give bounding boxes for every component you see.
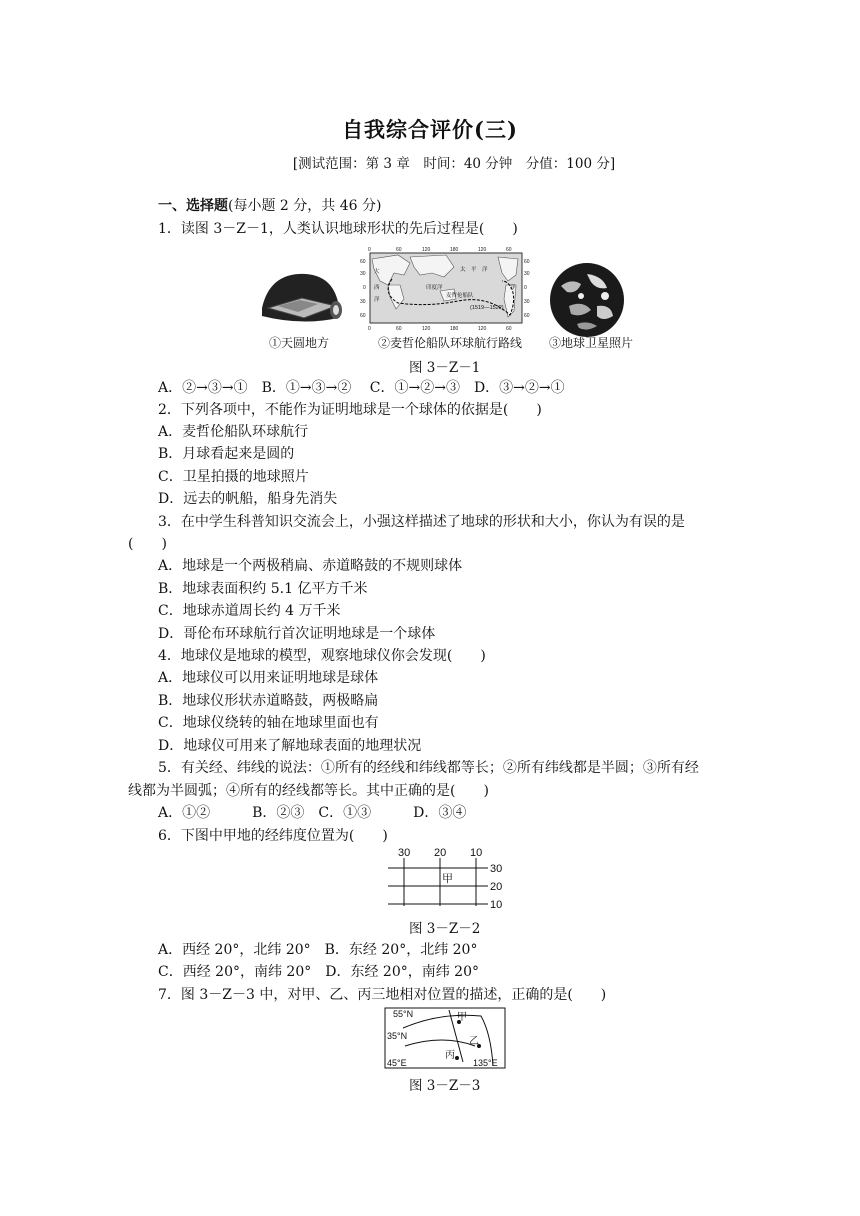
img2-label: ②麦哲伦船队环球航行路线 — [378, 336, 523, 350]
point-bing: 丙 — [445, 1050, 455, 1061]
lat-label: 10 — [490, 899, 503, 911]
map-tick-top: 180 — [450, 247, 459, 253]
q2-stem: 2．下列各项中，不能作为证明地球是一个球体的依据是( ) — [158, 402, 542, 418]
map-tick-top: 120 — [422, 247, 431, 253]
map-tick-left: 30 — [360, 299, 366, 305]
lon-label-right: 135°E — [473, 1058, 498, 1068]
map-tick-top: 60 — [396, 247, 402, 253]
tianyuan-difang-image — [258, 268, 346, 330]
lon-label-left: 45°E — [387, 1058, 407, 1068]
map-label-route: 麦哲伦船队 — [446, 293, 474, 299]
latlon-grid-figure — [384, 846, 508, 914]
lon-label: 20 — [434, 847, 447, 859]
lon-label: 10 — [470, 847, 483, 859]
map-tick-right: 30 — [524, 271, 530, 277]
magellan-route-map — [358, 245, 534, 331]
q5-stem: 5．有关经、纬线的说法：①所有的经线和纬线都等长；②所有纬线都是半圆；③所有经 — [158, 760, 699, 776]
section-heading — [158, 196, 381, 216]
q7-stem: 7．图 3－Z－3 中，对甲、乙、丙三地相对位置的描述，正确的是( ) — [158, 987, 607, 1003]
q6-options-ab: A．西经 20°，北纬 20° B．东经 20°，北纬 20° — [158, 942, 478, 958]
q1-stem: 1．读图 3－Z－1，人类认识地球形状的先后过程是( ) — [158, 221, 518, 237]
lat-label-mid: 35°N — [387, 1031, 408, 1041]
map-tick-top: 60 — [506, 247, 512, 253]
map-tick-bottom: 60 — [506, 326, 512, 331]
q6-stem: 6．下图中甲地的经纬度位置为( ) — [158, 828, 388, 844]
q4-option-c: C．地球仪绕转的轴在地球里面也有 — [158, 715, 379, 731]
q1-options: A．②→③→① B．①→③→② C．①→②→③ D．③→②→① — [158, 380, 565, 396]
map-tick-bottom: 120 — [478, 326, 487, 331]
map-tick-right: 30 — [524, 299, 530, 305]
q4-stem: 4．地球仪是地球的模型，观察地球仪你会发现( ) — [158, 648, 486, 664]
q5-options: A．①② B．②③ C．①③ D．③④ — [158, 805, 467, 821]
figure-caption: 图 3－Z－1 — [409, 360, 481, 376]
q4-option-b: B．地球仪形状赤道略鼓，两极略扁 — [158, 693, 379, 709]
q3-stem: 3．在中学生科普知识交流会上，小强这样描述了地球的形状和大小，你认为有误的是 — [158, 514, 685, 530]
page-title: 自我综合评价(三) — [342, 117, 518, 142]
q3-stem-cont: ( ) — [128, 536, 167, 552]
map-label-atlantic: 大 — [374, 269, 380, 275]
lon-label: 30 — [398, 847, 411, 859]
q6-options-cd: C．西经 20°，南纬 20° D．东经 20°，南纬 20° — [158, 964, 479, 980]
map-tick-bottom: 0 — [368, 326, 371, 331]
map-tick-top: 0 — [368, 247, 371, 253]
map-tick-right: 60 — [524, 259, 530, 265]
q4-option-a: A．地球仪可以用来证明地球是球体 — [158, 670, 379, 686]
map-tick-left: 0 — [363, 285, 366, 291]
earth-satellite-photo — [547, 260, 627, 340]
lat-label: 30 — [490, 863, 503, 875]
map-tick-top: 120 — [478, 247, 487, 253]
q2-option-d: D．远去的帆船，船身先消失 — [158, 491, 338, 507]
q3-option-d: D．哥伦布环球航行首次证明地球是一个球体 — [158, 626, 436, 642]
q2-option-c: C．卫星拍摄的地球照片 — [158, 469, 309, 485]
lat-label-top: 55°N — [393, 1009, 414, 1019]
section-note: (每小题 2 分，共 46 分) — [228, 198, 382, 214]
map-label-indian: 印度洋 — [426, 285, 443, 291]
map-tick-right: 60 — [524, 313, 530, 319]
map-label-west: 西 — [374, 285, 380, 291]
section-title: 一、选择题 — [158, 198, 228, 214]
map-tick-bottom: 120 — [422, 326, 431, 331]
map-tick-right: 0 — [524, 285, 527, 291]
map-label-ocean: 洋 — [374, 297, 380, 303]
map-label-pacific: 太 平 洋 — [460, 267, 488, 273]
img1-label: ①天圆地方 — [269, 336, 330, 350]
q3-option-a: A．地球是一个两极稍扁、赤道略鼓的不规则球体 — [158, 558, 463, 574]
point-jia: 甲 — [457, 1012, 467, 1023]
q3-option-c: C．地球赤道周长约 4 万千米 — [158, 603, 341, 619]
map-label-ocean: 洋 — [510, 285, 516, 291]
img3-label: ③地球卫星照片 — [549, 336, 634, 350]
q5-stem-cont: 线都为半圆弧；④所有的经线都等长。其中正确的是( ) — [128, 783, 489, 799]
q3-option-b: B．地球表面积约 5.1 亿平方千米 — [158, 581, 368, 597]
q4-option-d: D．地球仪可用来了解地球表面的地理状况 — [158, 738, 422, 754]
map-tick-bottom: 180 — [450, 326, 459, 331]
map-label-dates: (1519—1522) — [470, 305, 504, 311]
q2-option-a: A．麦哲伦船队环球航行 — [158, 424, 309, 440]
map-tick-bottom: 60 — [396, 326, 402, 331]
point-jia: 甲 — [442, 873, 453, 885]
figure-caption: 图 3－Z－2 — [409, 921, 481, 937]
figure-caption: 图 3－Z－3 — [409, 1078, 481, 1094]
map-tick-left: 60 — [360, 259, 366, 265]
map-tick-left: 60 — [360, 313, 366, 319]
relative-position-figure — [383, 1006, 509, 1070]
test-scope: [测试范围：第 3 章 时间：40 分钟 分值：100 分] — [292, 156, 616, 172]
lat-label: 20 — [490, 881, 503, 893]
map-tick-left: 30 — [360, 271, 366, 277]
point-yi: 乙 — [469, 1036, 479, 1047]
q2-option-b: B．月球看起来是圆的 — [158, 446, 295, 462]
